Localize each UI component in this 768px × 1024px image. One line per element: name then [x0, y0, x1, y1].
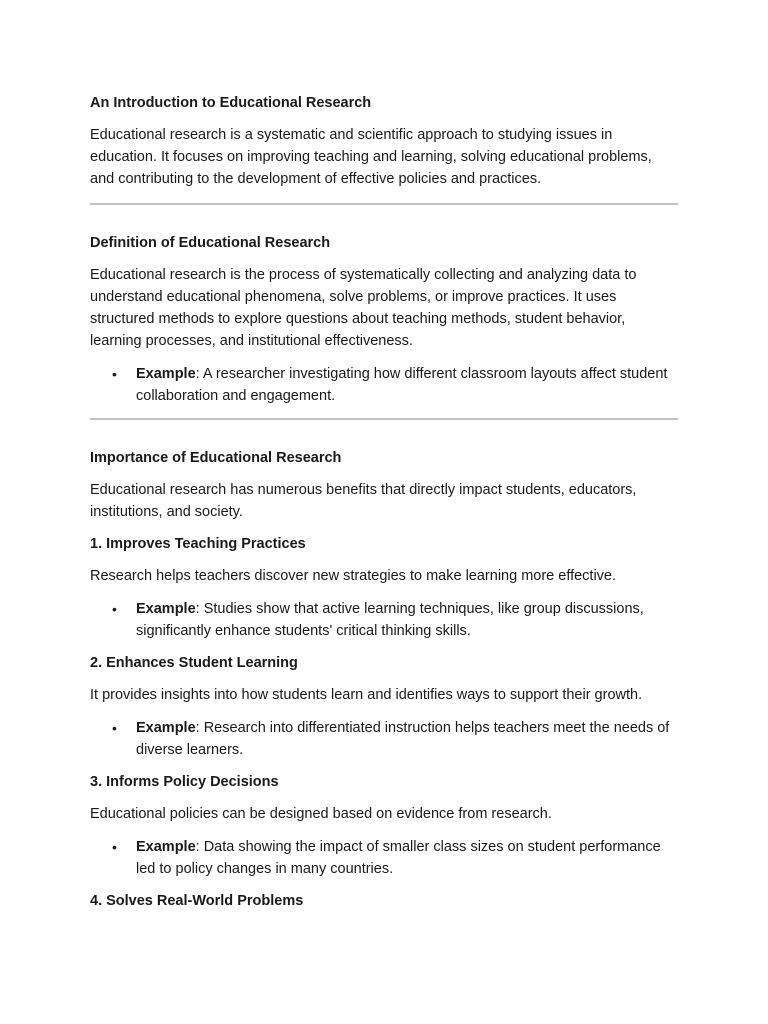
example-label: Example: [136, 366, 196, 382]
definition-paragraph: Educational research is the process of systematically collecting and analyzing data to understand educational phenomena, solve problems, or improve practices. It uses structured methods to explore questions about teaching methods, student behavior, learning processes, and institutional effectiveness.: [90, 267, 637, 349]
point-heading: 2. Enhances Student Learning: [90, 655, 298, 671]
example-text: : Studies show that active learning techniques, like group discussions, significantly enhance students' critical thinking skills.: [136, 601, 644, 639]
bullet-icon: •: [112, 839, 117, 855]
point-example-list: [90, 717, 678, 761]
list-item: [112, 717, 678, 761]
example-label: Example: [136, 839, 196, 855]
definition-example-list: [90, 363, 678, 407]
intro-paragraph: Educational research is a systematic and scientific approach to studying issues in education. It focuses on improving teaching and learning, solving educational problems, and contributing to the development of effective policies and practices.: [90, 127, 652, 187]
importance-paragraph: Educational research has numerous benefits that directly impact students, educators, institutions, and society.: [90, 482, 637, 520]
point-example-list: [90, 836, 678, 880]
example-text: : A researcher investigating how different classroom layouts affect student collaboration and engagement.: [136, 366, 668, 404]
bullet-icon: •: [112, 366, 117, 382]
point-heading: 3. Informs Policy Decisions: [90, 774, 279, 790]
definition-heading: Definition of Educational Research: [90, 235, 331, 251]
list-item: [112, 598, 678, 642]
example-text: : Data showing the impact of smaller class sizes on student performance led to policy changes in many countries.: [136, 839, 661, 877]
example-text: : Research into differentiated instruction helps teachers meet the needs of diverse learners.: [136, 720, 670, 758]
list-item: [112, 363, 678, 407]
example-label: Example: [136, 601, 196, 617]
example-label: Example: [136, 720, 196, 736]
point-heading: 1. Improves Teaching Practices: [90, 536, 306, 552]
point-paragraph: Research helps teachers discover new strategies to make learning more effective.: [90, 568, 617, 584]
bullet-icon: •: [112, 720, 117, 736]
point-paragraph: Educational policies can be designed based on evidence from research.: [90, 806, 552, 822]
importance-heading: Importance of Educational Research: [90, 450, 342, 466]
point-paragraph: It provides insights into how students learn and identifies ways to support their growth.: [90, 687, 643, 703]
bullet-icon: •: [112, 601, 117, 617]
point-heading: 4. Solves Real-World Problems: [90, 893, 304, 909]
section-divider: [90, 418, 678, 420]
intro-heading: An Introduction to Educational Research: [90, 95, 372, 111]
point-example-list: [90, 598, 678, 642]
list-item: [112, 836, 678, 880]
section-divider: [90, 203, 678, 205]
